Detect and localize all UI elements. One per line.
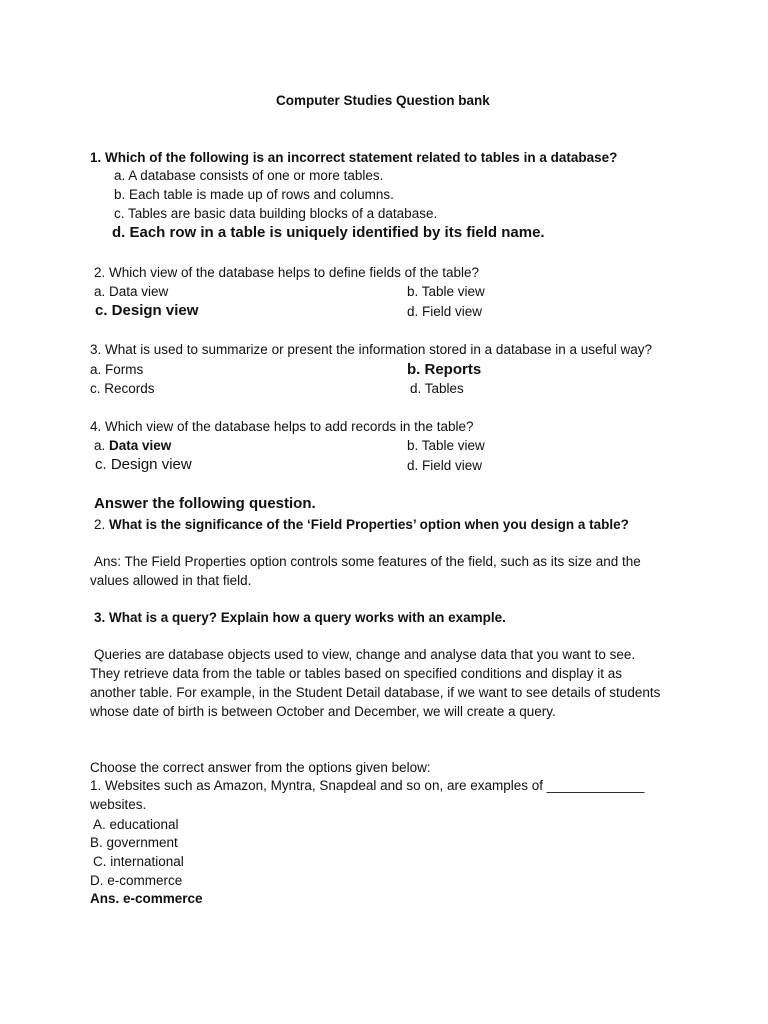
answer-question-2-number: 2. <box>94 517 106 532</box>
question-4: 4. Which view of the database helps to add records in the table? <box>90 419 474 434</box>
answer-question-3: 3. What is a query? Explain how a query works with an example. <box>94 610 506 625</box>
choose-question-line-1: 1. Websites such as Amazon, Myntra, Snapdeal and so on, are examples of _____________ <box>90 778 645 793</box>
answer-section-heading: Answer the following question. <box>94 495 316 512</box>
choose-instruction: Choose the correct answer from the options given below: <box>90 760 431 775</box>
answer-2-line-2: values allowed in that field. <box>90 573 252 588</box>
answer-question-2-text: What is the significance of the ‘Field Properties’ option when you design a table? <box>109 517 629 532</box>
q2-option-c: c. Design view <box>95 302 199 319</box>
answer-3-line-3: another table. For example, in the Student Detail database, if we want to see details of students <box>90 685 661 700</box>
q2-option-a: a. Data view <box>94 284 169 299</box>
choose-answer: Ans. e-commerce <box>90 891 203 906</box>
page-title: Computer Studies Question bank <box>276 93 490 108</box>
q4-option-c: c. Design view <box>95 456 192 473</box>
choose-option-c: C. international <box>93 854 184 869</box>
answer-question-2 <box>94 517 629 533</box>
question-2: 2. Which view of the database helps to define fields of the table? <box>94 265 479 280</box>
question-1: 1. Which of the following is an incorrect statement related to tables in a database? <box>90 150 618 165</box>
q4-option-d: d. Field view <box>407 458 483 473</box>
choose-question-line-2: websites. <box>90 797 147 812</box>
q4-option-a-text: Data view <box>109 438 172 453</box>
q1-option-b: b. Each table is made up of rows and columns. <box>114 187 394 202</box>
answer-3-line-4: whose date of birth is between October and December, we will create a query. <box>90 704 556 719</box>
q3-option-d: d. Tables <box>410 381 464 396</box>
choose-option-d: D. e-commerce <box>90 873 183 888</box>
q4-option-a-letter: a. <box>94 438 106 453</box>
choose-option-a: A. educational <box>93 817 179 832</box>
q1-option-c: c. Tables are basic data building blocks of a database. <box>114 206 438 221</box>
q1-option-a: a. A database consists of one or more tables. <box>114 168 384 183</box>
q1-option-d: d. Each row in a table is uniquely identified by its field name. <box>112 224 545 241</box>
q4-option-b: b. Table view <box>407 438 485 453</box>
choose-option-b: B. government <box>90 835 178 850</box>
answer-3-line-1: Queries are database objects used to view, change and analyse data that you want to see. <box>94 647 636 662</box>
q2-option-b: b. Table view <box>407 284 485 299</box>
q3-option-a: a. Forms <box>90 362 144 377</box>
question-3: 3. What is used to summarize or present the information stored in a database in a useful way? <box>90 342 653 357</box>
answer-3-line-2: They retrieve data from the table or tables based on specified conditions and display it as <box>90 666 623 681</box>
q3-option-c: c. Records <box>90 381 155 396</box>
q4-option-a <box>94 438 171 454</box>
q3-option-b: b. Reports <box>407 361 482 378</box>
q2-option-d: d. Field view <box>407 304 483 319</box>
answer-2-line-1: Ans: The Field Properties option controls some features of the field, such as its size and the <box>94 554 641 569</box>
